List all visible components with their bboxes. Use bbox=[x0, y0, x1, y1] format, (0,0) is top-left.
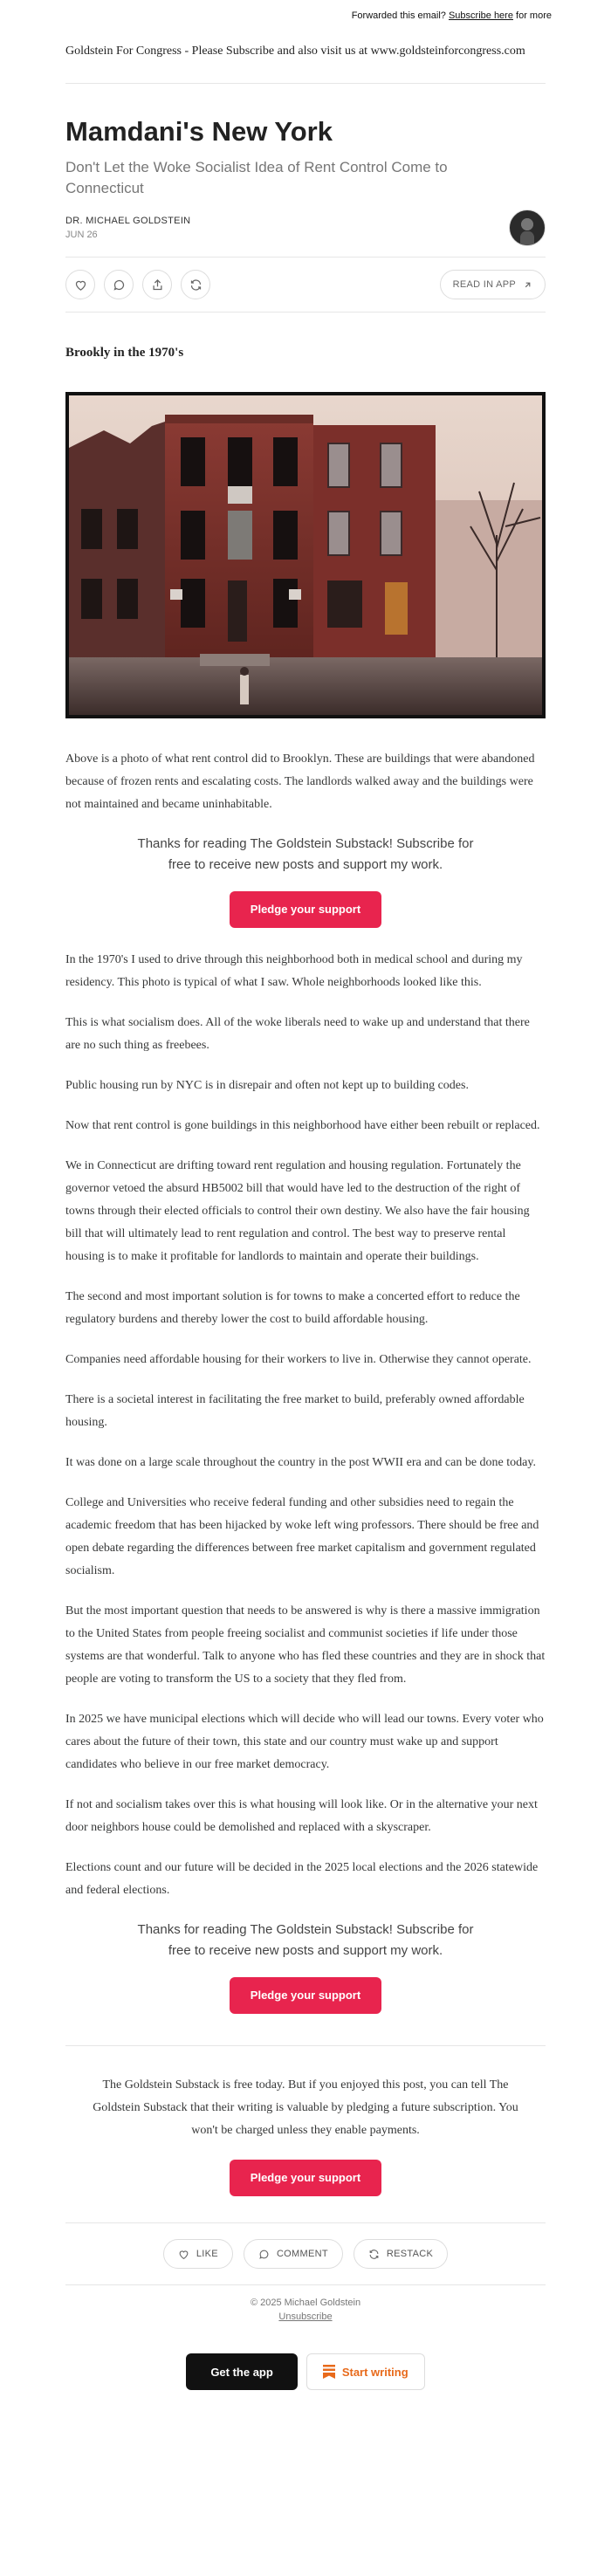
restack-label: RESTACK bbox=[386, 2249, 434, 2259]
comment-label: COMMENT bbox=[276, 2249, 328, 2259]
paragraph: Above is a photo of what rent control did to Brooklyn. These are buildings that were abandoned because of frozen rents and escalating costs. The landlords walked away and the buildings were not maintained and became uninhabitable. bbox=[65, 752, 535, 811]
post-date: JUN 26 bbox=[65, 230, 98, 240]
like-button[interactable] bbox=[163, 2239, 233, 2269]
restack-icon bbox=[189, 278, 203, 292]
forward-banner bbox=[0, 0, 611, 23]
paragraph: College and Universities who receive federal funding and other subsidies need to regain the academic freedom that has been hijacked by woke left wing professors. There should be free and open debate regarding the differences between free market capitalism and government regulated socialism. bbox=[65, 1496, 539, 1577]
pledge-support-button[interactable]: Pledge your support bbox=[230, 891, 381, 928]
restack-button[interactable] bbox=[354, 2239, 448, 2269]
share-button[interactable] bbox=[142, 270, 172, 299]
pledge-support-button[interactable]: Pledge your support bbox=[230, 1977, 381, 2014]
restack-button[interactable] bbox=[181, 270, 210, 299]
comment-icon bbox=[258, 2249, 270, 2260]
paragraph: In the 1970's I used to drive through this neighborhood both in medical school and during my residency. This photo is typical of what I saw. Whole neighborhoods looked like this. bbox=[65, 953, 523, 989]
start-writing-label: Start writing bbox=[341, 2365, 408, 2379]
restack-icon bbox=[368, 2249, 380, 2260]
footer bbox=[65, 2285, 546, 2324]
like-button[interactable] bbox=[65, 270, 95, 299]
read-in-app-button[interactable] bbox=[440, 270, 546, 299]
app-buttons bbox=[65, 2324, 546, 2408]
substack-logo-icon bbox=[323, 2365, 335, 2379]
publisher-note: Goldstein For Congress - Please Subscribe and also visit us at www.goldsteinforcongress.com bbox=[65, 41, 546, 84]
subscribe-here-link[interactable]: Subscribe here bbox=[448, 10, 513, 21]
cta-text: Thanks for reading The Goldstein Substack! Subscribe for free to receive new posts and support my work. bbox=[137, 1922, 474, 1958]
share-icon bbox=[151, 278, 164, 292]
pledge-support-button[interactable]: Pledge your support bbox=[230, 2160, 381, 2196]
unsubscribe-link[interactable]: Unsubscribe bbox=[278, 2312, 333, 2322]
pledge-box-text: The Goldstein Substack is free today. But if you enjoyed this post, you can tell The Goldstein Substack that their writing is valuable by pledging a future subscription. You won't be charged unless they enable payments. bbox=[93, 2078, 518, 2137]
forward-suffix: for more bbox=[516, 10, 552, 21]
paragraph: Now that rent control is gone buildings in this neighborhood have either been rebuilt or replaced. bbox=[65, 1119, 540, 1132]
paragraph: Public housing run by NYC is in disrepair and often not kept up to building codes. bbox=[65, 1079, 469, 1092]
paragraph: The second and most important solution is for towns to make a concerted effort to reduce the regulatory burdens and thereby lower the cost to build affordable housing. bbox=[65, 1290, 520, 1326]
get-the-app-button[interactable] bbox=[186, 2353, 298, 2390]
paragraph: Elections count and our future will be decided in the 2025 local elections and the 2026 statewide and federal elections. bbox=[65, 1861, 539, 1897]
start-writing-button[interactable] bbox=[306, 2353, 425, 2390]
bottom-action-bar bbox=[65, 2223, 546, 2284]
paragraph: But the most important question that needs to be answered is why is there a massive immigration to the United States from people freeing socialist and communist societies if life under those systems are that wonderful. Talk to anyone who has fled these countries and they are in shock that people are voting to transform the US to a society that they fled from. bbox=[65, 1604, 546, 1686]
paragraph: There is a societal interest in facilitating the free market to build, preferably owned affordable housing. bbox=[65, 1393, 525, 1429]
comment-button[interactable] bbox=[244, 2239, 343, 2269]
paragraph: If not and socialism takes over this is what housing will look like. Or in the alternative your next door neighbors house could be demolished and replaced with a skyscraper. bbox=[65, 1798, 538, 1834]
author-avatar[interactable] bbox=[509, 210, 546, 246]
forward-prefix: Forwarded this email? bbox=[351, 10, 446, 21]
post-subtitle: Don't Let the Woke Socialist Idea of Rent Control Come to Connecticut bbox=[65, 159, 448, 196]
author-name[interactable]: DR. MICHAEL GOLDSTEIN bbox=[65, 216, 191, 226]
cta-text: Thanks for reading The Goldstein Substack! Subscribe for free to receive new posts and support my work. bbox=[137, 836, 474, 872]
paragraph: We in Connecticut are drifting toward rent regulation and housing regulation. Fortunately the governor vetoed the absurd HB5002 bill that would have led to the destruction of the right of towns through their elected officials to control their own destiny. We also have the fair housing bill that will ultimately lead to rent regulation and control. The best way to preserve rental housing is to make it profitable for landlords to maintain and operate their buildings. bbox=[65, 1159, 530, 1263]
abandoned-buildings-image bbox=[69, 395, 542, 715]
paragraph: This is what socialism does. All of the woke liberals need to wake up and understand that there are no such thing as freebees. bbox=[65, 1016, 530, 1052]
brooklyn-photo[interactable] bbox=[65, 392, 546, 718]
section-heading: Brookly in the 1970's bbox=[65, 346, 184, 360]
subscribe-cta bbox=[65, 1920, 546, 2024]
subscribe-cta bbox=[65, 834, 546, 928]
heart-icon bbox=[74, 278, 87, 292]
comment-button[interactable] bbox=[104, 270, 134, 299]
comment-icon bbox=[113, 278, 126, 292]
content-column bbox=[65, 41, 546, 2408]
copyright-text: © 2025 Michael Goldstein bbox=[250, 2298, 361, 2308]
get-the-app-label: Get the app bbox=[210, 2365, 273, 2379]
heart-icon bbox=[178, 2249, 189, 2260]
pledge-box bbox=[65, 2046, 546, 2222]
paragraph: It was done on a large scale throughout the country in the post WWII era and can be done today. bbox=[65, 1456, 536, 1469]
post-title[interactable]: Mamdani's New York bbox=[65, 116, 333, 147]
read-in-app-label: READ IN APP bbox=[452, 279, 516, 290]
paragraph: In 2025 we have municipal elections which will decide who will lead our towns. Every voter who cares about the future of their town, this state and our country must wake up and support candidates who believe in our free market democracy. bbox=[65, 1713, 544, 1771]
action-bar bbox=[65, 258, 546, 313]
paragraph: Companies need affordable housing for their workers to live in. Otherwise they cannot operate. bbox=[65, 1353, 532, 1366]
like-label: LIKE bbox=[196, 2249, 218, 2259]
arrow-up-right-icon bbox=[523, 280, 532, 290]
byline bbox=[65, 210, 546, 258]
